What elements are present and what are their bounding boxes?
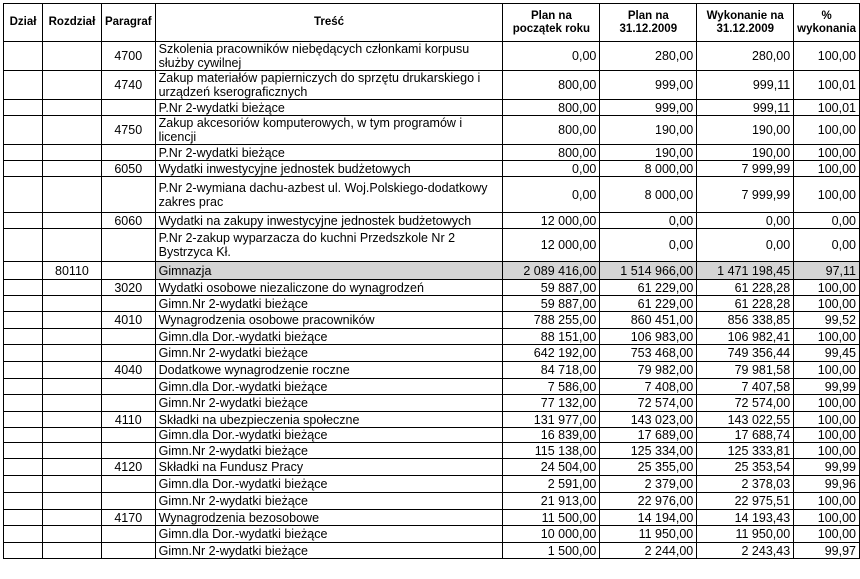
cell-tresc: Dodatkowe wynagrodzenie roczne: [155, 362, 503, 379]
cell-plan-start: 800,00: [503, 145, 600, 161]
cell-rozdzial: 80110: [42, 262, 101, 280]
cell-plan-end: 72 574,00: [600, 395, 697, 412]
cell-procent: 100,01: [794, 71, 860, 100]
table-row: [4, 379, 860, 395]
table-row: [4, 476, 860, 493]
cell-rozdzial: [42, 510, 101, 526]
cell-dzial: [4, 493, 43, 510]
cell-wykonanie: 190,00: [697, 145, 794, 161]
cell-tresc: Wydatki na zakupy inwestycyjne jednostek budżetowych: [155, 213, 503, 229]
cell-paragraf: 3020: [101, 280, 155, 296]
cell-procent: 100,00: [794, 296, 860, 312]
cell-rozdzial: [42, 379, 101, 395]
header-rozdzial: Rozdział: [42, 4, 101, 42]
cell-paragraf: 4120: [101, 459, 155, 476]
cell-wykonanie: 61 228,28: [697, 280, 794, 296]
cell-dzial: [4, 476, 43, 493]
cell-wykonanie: 2 243,43: [697, 543, 794, 559]
table-row: [4, 145, 860, 161]
table-row: [4, 428, 860, 443]
cell-tresc: P.Nr 2-zakup wyparzacza do kuchni Przedszkole Nr 2 Bystrzyca Kł.: [155, 229, 503, 262]
cell-plan-start: 16 839,00: [503, 428, 600, 443]
cell-wykonanie: 7 999,99: [697, 177, 794, 213]
cell-plan-end: 190,00: [600, 116, 697, 145]
cell-plan-start: 24 504,00: [503, 459, 600, 476]
cell-plan-start: 10 000,00: [503, 526, 600, 543]
cell-paragraf: 4740: [101, 71, 155, 100]
cell-plan-end: 143 023,00: [600, 412, 697, 428]
cell-plan-start: 77 132,00: [503, 395, 600, 412]
table-row: [4, 459, 860, 476]
table-row: [4, 312, 860, 329]
cell-paragraf: [101, 543, 155, 559]
cell-paragraf: 4010: [101, 312, 155, 329]
header-procent: % wykonania: [794, 4, 860, 42]
table-row: [4, 161, 860, 177]
cell-paragraf: 4170: [101, 510, 155, 526]
cell-paragraf: 4700: [101, 42, 155, 71]
cell-wykonanie: 749 356,44: [697, 345, 794, 362]
cell-dzial: [4, 428, 43, 443]
cell-procent: 100,00: [794, 145, 860, 161]
cell-procent: 100,00: [794, 395, 860, 412]
cell-wykonanie: 72 574,00: [697, 395, 794, 412]
cell-tresc: P.Nr 2-wydatki bieżące: [155, 100, 503, 116]
cell-dzial: [4, 510, 43, 526]
cell-rozdzial: [42, 229, 101, 262]
cell-tresc: Wydatki osobowe niezaliczone do wynagrodzeń: [155, 280, 503, 296]
cell-wykonanie: 14 193,43: [697, 510, 794, 526]
table-row: [4, 296, 860, 312]
cell-plan-start: 131 977,00: [503, 412, 600, 428]
table-row: [4, 443, 860, 459]
cell-plan-end: 280,00: [600, 42, 697, 71]
cell-dzial: [4, 100, 43, 116]
cell-wykonanie: 7 999,99: [697, 161, 794, 177]
cell-rozdzial: [42, 543, 101, 559]
cell-plan-end: 106 983,00: [600, 329, 697, 345]
table-row: [4, 42, 860, 71]
cell-wykonanie: 125 333,81: [697, 443, 794, 459]
header-wykonanie: Wykonanie na 31.12.2009: [697, 4, 794, 42]
table-row: [4, 510, 860, 526]
cell-rozdzial: [42, 476, 101, 493]
cell-paragraf: [101, 493, 155, 510]
cell-procent: 99,99: [794, 459, 860, 476]
cell-paragraf: [101, 345, 155, 362]
cell-tresc: Gimn.Nr 2-wydatki bieżące: [155, 345, 503, 362]
cell-procent: 100,00: [794, 412, 860, 428]
cell-wykonanie: 190,00: [697, 116, 794, 145]
cell-dzial: [4, 42, 43, 71]
cell-procent: 0,00: [794, 213, 860, 229]
cell-plan-start: 11 500,00: [503, 510, 600, 526]
cell-procent: 99,97: [794, 543, 860, 559]
cell-plan-end: 8 000,00: [600, 177, 697, 213]
cell-rozdzial: [42, 145, 101, 161]
cell-rozdzial: [42, 443, 101, 459]
cell-dzial: [4, 395, 43, 412]
cell-dzial: [4, 412, 43, 428]
cell-tresc: P.Nr 2-wymiana dachu-azbest ul. Woj.Polskiego-dodatkowy zakres prac: [155, 177, 503, 213]
cell-procent: 100,00: [794, 493, 860, 510]
table-row: [4, 329, 860, 345]
cell-procent: 100,01: [794, 100, 860, 116]
cell-wykonanie: 25 353,54: [697, 459, 794, 476]
cell-wykonanie: 2 378,03: [697, 476, 794, 493]
cell-dzial: [4, 459, 43, 476]
cell-procent: 100,00: [794, 428, 860, 443]
cell-procent: 100,00: [794, 42, 860, 71]
cell-plan-start: 21 913,00: [503, 493, 600, 510]
cell-dzial: [4, 213, 43, 229]
cell-tresc: Gimn.dla Dor.-wydatki bieżące: [155, 428, 503, 443]
table-row: [4, 71, 860, 100]
cell-rozdzial: [42, 280, 101, 296]
cell-rozdzial: [42, 395, 101, 412]
cell-rozdzial: [42, 161, 101, 177]
header-row: [4, 4, 860, 42]
cell-dzial: [4, 71, 43, 100]
cell-tresc: Gimn.Nr 2-wydatki bieżące: [155, 395, 503, 412]
cell-tresc: Gimn.Nr 2-wydatki bieżące: [155, 543, 503, 559]
cell-dzial: [4, 262, 43, 280]
cell-tresc: Zakup akcesoriów komputerowych, w tym programów i licencji: [155, 116, 503, 145]
cell-wykonanie: 17 688,74: [697, 428, 794, 443]
cell-wykonanie: 61 228,28: [697, 296, 794, 312]
cell-tresc: Zakup materiałów papierniczych do sprzętu drukarskiego i urządzeń kserograficznych: [155, 71, 503, 100]
cell-dzial: [4, 345, 43, 362]
cell-paragraf: 6050: [101, 161, 155, 177]
cell-plan-end: 61 229,00: [600, 280, 697, 296]
cell-paragraf: [101, 262, 155, 280]
cell-tresc: Gimn.dla Dor.-wydatki bieżące: [155, 526, 503, 543]
cell-plan-end: 61 229,00: [600, 296, 697, 312]
table-row: [4, 493, 860, 510]
cell-procent: 97,11: [794, 262, 860, 280]
cell-plan-start: 800,00: [503, 71, 600, 100]
cell-plan-end: 190,00: [600, 145, 697, 161]
cell-tresc: Gimn.dla Dor.-wydatki bieżące: [155, 476, 503, 493]
table-row: [4, 412, 860, 428]
table-row: [4, 100, 860, 116]
cell-plan-start: 84 718,00: [503, 362, 600, 379]
cell-dzial: [4, 145, 43, 161]
cell-plan-start: 0,00: [503, 177, 600, 213]
cell-plan-start: 115 138,00: [503, 443, 600, 459]
cell-tresc: Gimn.Nr 2-wydatki bieżące: [155, 443, 503, 459]
table-row: [4, 280, 860, 296]
cell-paragraf: [101, 100, 155, 116]
cell-wykonanie: 1 471 198,45: [697, 262, 794, 280]
cell-paragraf: [101, 145, 155, 161]
cell-rozdzial: [42, 412, 101, 428]
cell-plan-end: 125 334,00: [600, 443, 697, 459]
cell-rozdzial: [42, 345, 101, 362]
cell-plan-start: 12 000,00: [503, 229, 600, 262]
cell-tresc: Wynagrodzenia osobowe pracowników: [155, 312, 503, 329]
cell-plan-start: 7 586,00: [503, 379, 600, 395]
cell-plan-end: 25 355,00: [600, 459, 697, 476]
cell-plan-end: 1 514 966,00: [600, 262, 697, 280]
cell-paragraf: 6060: [101, 213, 155, 229]
cell-wykonanie: 79 981,58: [697, 362, 794, 379]
cell-rozdzial: [42, 362, 101, 379]
cell-procent: 100,00: [794, 526, 860, 543]
cell-tresc: Wydatki inwestycyjne jednostek budżetowych: [155, 161, 503, 177]
cell-rozdzial: [42, 177, 101, 213]
cell-paragraf: [101, 395, 155, 412]
table-row: [4, 116, 860, 145]
table-row: [4, 543, 860, 559]
cell-tresc: P.Nr 2-wydatki bieżące: [155, 145, 503, 161]
cell-dzial: [4, 177, 43, 213]
cell-dzial: [4, 526, 43, 543]
cell-plan-start: 0,00: [503, 42, 600, 71]
cell-procent: 100,00: [794, 329, 860, 345]
cell-wykonanie: 999,11: [697, 71, 794, 100]
cell-wykonanie: 7 407,58: [697, 379, 794, 395]
cell-tresc: Wynagrodzenia bezosobowe: [155, 510, 503, 526]
cell-dzial: [4, 543, 43, 559]
cell-procent: 100,00: [794, 510, 860, 526]
cell-plan-end: 7 408,00: [600, 379, 697, 395]
cell-paragraf: [101, 476, 155, 493]
table-row: [4, 526, 860, 543]
cell-dzial: [4, 280, 43, 296]
cell-tresc: Gimn.dla Dor.-wydatki bieżące: [155, 329, 503, 345]
table-row: [4, 345, 860, 362]
cell-procent: 100,00: [794, 116, 860, 145]
cell-plan-start: 88 151,00: [503, 329, 600, 345]
cell-tresc: Gimnazja: [155, 262, 503, 280]
table-body: [4, 42, 860, 559]
cell-paragraf: [101, 296, 155, 312]
cell-plan-start: 2 591,00: [503, 476, 600, 493]
cell-wykonanie: 280,00: [697, 42, 794, 71]
cell-procent: 100,00: [794, 362, 860, 379]
cell-plan-end: 999,00: [600, 71, 697, 100]
cell-wykonanie: 999,11: [697, 100, 794, 116]
budget-table: [3, 3, 860, 559]
cell-procent: 100,00: [794, 177, 860, 213]
cell-paragraf: [101, 229, 155, 262]
cell-procent: 99,45: [794, 345, 860, 362]
cell-plan-start: 788 255,00: [503, 312, 600, 329]
cell-rozdzial: [42, 296, 101, 312]
cell-rozdzial: [42, 71, 101, 100]
cell-procent: 99,52: [794, 312, 860, 329]
cell-procent: 99,96: [794, 476, 860, 493]
cell-dzial: [4, 161, 43, 177]
cell-plan-start: 59 887,00: [503, 280, 600, 296]
cell-plan-start: 12 000,00: [503, 213, 600, 229]
cell-rozdzial: [42, 213, 101, 229]
cell-plan-end: 11 950,00: [600, 526, 697, 543]
cell-paragraf: 4750: [101, 116, 155, 145]
cell-wykonanie: 0,00: [697, 213, 794, 229]
cell-plan-start: 642 192,00: [503, 345, 600, 362]
header-tresc: Treść: [155, 4, 503, 42]
cell-dzial: [4, 116, 43, 145]
cell-rozdzial: [42, 42, 101, 71]
cell-wykonanie: 856 338,85: [697, 312, 794, 329]
cell-plan-end: 2 244,00: [600, 543, 697, 559]
cell-paragraf: [101, 177, 155, 213]
cell-procent: 0,00: [794, 229, 860, 262]
header-plan-end: Plan na 31.12.2009: [600, 4, 697, 42]
cell-plan-start: 2 089 416,00: [503, 262, 600, 280]
cell-rozdzial: [42, 493, 101, 510]
cell-procent: 100,00: [794, 280, 860, 296]
header-plan-start: Plan na początek roku: [503, 4, 600, 42]
table-row: [4, 262, 860, 280]
table-row: [4, 177, 860, 213]
cell-plan-end: 79 982,00: [600, 362, 697, 379]
cell-dzial: [4, 296, 43, 312]
cell-paragraf: [101, 526, 155, 543]
cell-dzial: [4, 329, 43, 345]
cell-plan-start: 59 887,00: [503, 296, 600, 312]
cell-plan-end: 22 976,00: [600, 493, 697, 510]
cell-paragraf: 4040: [101, 362, 155, 379]
cell-wykonanie: 0,00: [697, 229, 794, 262]
table-row: [4, 213, 860, 229]
cell-rozdzial: [42, 459, 101, 476]
cell-wykonanie: 22 975,51: [697, 493, 794, 510]
cell-paragraf: [101, 379, 155, 395]
cell-dzial: [4, 443, 43, 459]
cell-paragraf: [101, 329, 155, 345]
cell-wykonanie: 143 022,55: [697, 412, 794, 428]
cell-tresc: Gimn.dla Dor.-wydatki bieżące: [155, 379, 503, 395]
table-row: [4, 362, 860, 379]
cell-plan-end: 8 000,00: [600, 161, 697, 177]
table-row: [4, 395, 860, 412]
cell-plan-end: 999,00: [600, 100, 697, 116]
table-row: [4, 229, 860, 262]
cell-plan-start: 800,00: [503, 100, 600, 116]
cell-paragraf: [101, 443, 155, 459]
cell-plan-start: 1 500,00: [503, 543, 600, 559]
cell-rozdzial: [42, 116, 101, 145]
header-paragraf: Paragraf: [101, 4, 155, 42]
cell-rozdzial: [42, 526, 101, 543]
cell-rozdzial: [42, 329, 101, 345]
cell-plan-start: 800,00: [503, 116, 600, 145]
cell-procent: 100,00: [794, 161, 860, 177]
cell-plan-end: 2 379,00: [600, 476, 697, 493]
cell-dzial: [4, 229, 43, 262]
cell-rozdzial: [42, 428, 101, 443]
cell-tresc: Składki na Fundusz Pracy: [155, 459, 503, 476]
cell-procent: 100,00: [794, 443, 860, 459]
cell-plan-end: 0,00: [600, 213, 697, 229]
cell-rozdzial: [42, 312, 101, 329]
header-dzial: Dział: [4, 4, 43, 42]
cell-paragraf: 4110: [101, 412, 155, 428]
cell-rozdzial: [42, 100, 101, 116]
cell-tresc: Gimn.Nr 2-wydatki bieżące: [155, 493, 503, 510]
cell-procent: 99,99: [794, 379, 860, 395]
cell-plan-end: 860 451,00: [600, 312, 697, 329]
cell-wykonanie: 106 982,41: [697, 329, 794, 345]
cell-tresc: Szkolenia pracowników niebędących członkami korpusu służby cywilnej: [155, 42, 503, 71]
cell-paragraf: [101, 428, 155, 443]
cell-plan-end: 753 468,00: [600, 345, 697, 362]
cell-plan-start: 0,00: [503, 161, 600, 177]
cell-plan-end: 0,00: [600, 229, 697, 262]
cell-plan-end: 17 689,00: [600, 428, 697, 443]
cell-dzial: [4, 362, 43, 379]
cell-tresc: Gimn.Nr 2-wydatki bieżące: [155, 296, 503, 312]
cell-wykonanie: 11 950,00: [697, 526, 794, 543]
cell-tresc: Składki na ubezpieczenia społeczne: [155, 412, 503, 428]
cell-dzial: [4, 379, 43, 395]
cell-dzial: [4, 312, 43, 329]
cell-plan-end: 14 194,00: [600, 510, 697, 526]
